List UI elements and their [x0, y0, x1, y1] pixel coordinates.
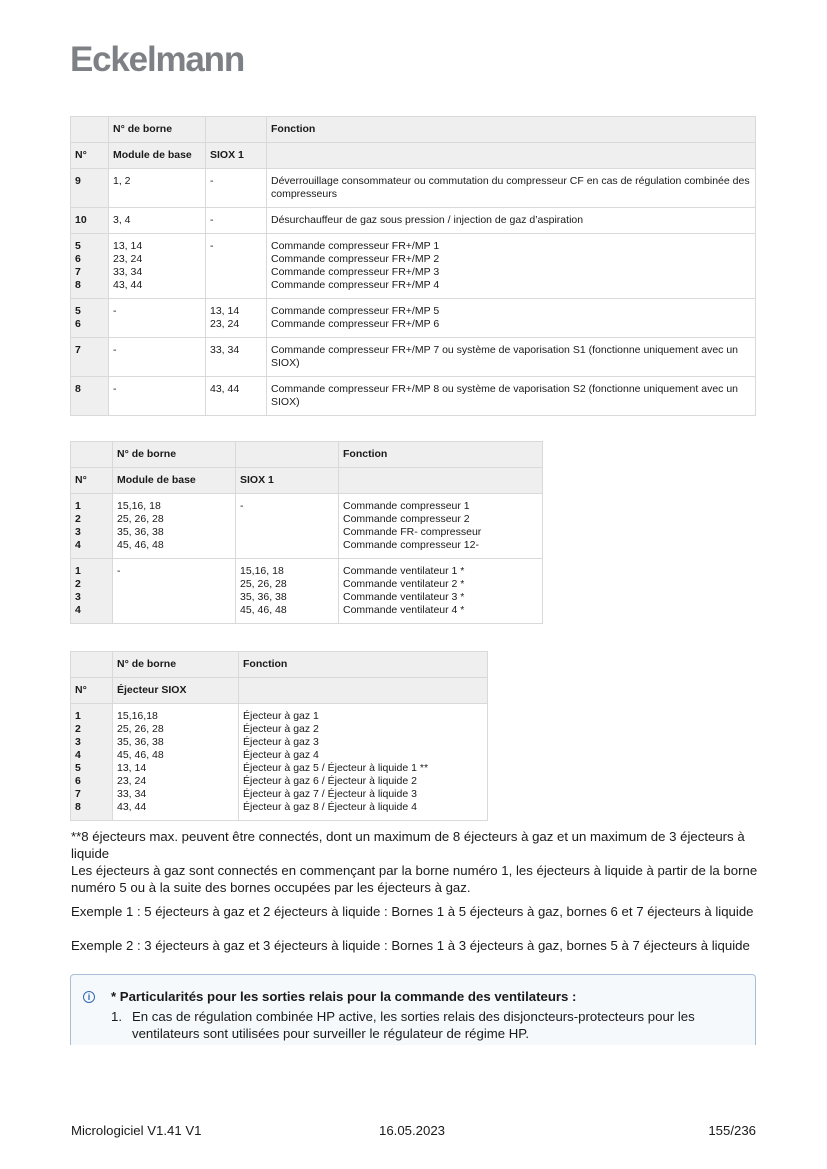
cell-line: 25, 26, 28 — [240, 578, 287, 590]
base-module-cell — [109, 234, 206, 299]
cell-line: Éjecteur à gaz 8 / Éjecteur à liquide 4 — [243, 801, 417, 813]
base-module-cell — [113, 494, 236, 559]
ejector-table — [70, 651, 488, 821]
cell-line: 8 — [75, 383, 81, 395]
row-number-cell — [71, 208, 109, 234]
header-cell: N° de borne — [113, 652, 239, 678]
cell-line: 33, 34 — [117, 788, 147, 800]
cell-line: 13, 14 — [117, 762, 147, 774]
cell-line: 45, 46, 48 — [117, 539, 164, 551]
cell-line: 1 — [75, 565, 81, 577]
table-row — [71, 169, 756, 208]
list-item — [111, 1008, 731, 1042]
header-cell: Module de base — [109, 143, 206, 169]
function-cell — [267, 338, 756, 377]
cell-line: 2 — [75, 578, 81, 590]
table-header-row — [71, 678, 488, 704]
header-cell: SIOX 1 — [236, 468, 339, 494]
cell-line: 23, 24 — [117, 775, 147, 787]
cell-line: 4 — [75, 539, 81, 551]
table-row — [71, 338, 756, 377]
cell-line: Éjecteur à gaz 7 / Éjecteur à liquide 3 — [243, 788, 417, 800]
row-number-cell — [71, 338, 109, 377]
cell-line: 45, 46, 48 — [240, 604, 287, 616]
cell-line: Commande compresseur FR+/MP 4 — [271, 279, 440, 291]
header-cell — [206, 117, 267, 143]
cell-line: Éjecteur à gaz 5 / Éjecteur à liquide 1 ** — [243, 762, 429, 774]
header-cell — [236, 442, 339, 468]
row-number-cell — [71, 299, 109, 338]
cell-line: Éjecteur à gaz 6 / Éjecteur à liquide 2 — [243, 775, 417, 787]
cell-line: 43, 44 — [210, 383, 240, 395]
cell-line: 7 — [75, 266, 81, 278]
cell-line: 5 — [75, 305, 81, 317]
header-cell — [71, 652, 113, 678]
function-cell — [339, 494, 543, 559]
cell-line: 4 — [75, 604, 81, 616]
cell-line: Commande compresseur FR+/MP 1 — [271, 240, 440, 252]
cell-line: - — [113, 305, 117, 317]
header-cell — [267, 143, 756, 169]
base-module-cell — [109, 377, 206, 416]
cell-line: 3 — [75, 526, 81, 538]
table-header-row — [71, 652, 488, 678]
cell-line: 13, 14 — [113, 240, 143, 252]
cell-line: Désurchauffeur de gaz sous pression / injection de gaz d’aspiration — [271, 214, 584, 226]
cell-line: 6 — [75, 253, 81, 265]
header-cell: Éjecteur SIOX — [113, 678, 239, 704]
cell-line: Commande compresseur FR+/MP 7 ou système de vaporisation S1 (fonctionne uniquement avec un SIOX) — [271, 344, 739, 369]
base-module-cell — [109, 338, 206, 377]
cell-line: - — [113, 383, 117, 395]
base-module-cell — [109, 299, 206, 338]
cell-line: - — [117, 565, 121, 577]
base-module-cell — [109, 208, 206, 234]
header-cell: N° — [71, 468, 113, 494]
cell-line: Commande compresseur 1 — [343, 500, 470, 512]
table-row — [71, 559, 543, 624]
row-number-cell — [71, 377, 109, 416]
cell-line: 4 — [75, 749, 81, 761]
table-header-row — [71, 117, 756, 143]
cell-line: - — [210, 214, 214, 226]
footer-page-number: 155/236 — [708, 1123, 756, 1138]
header-cell — [239, 678, 488, 704]
cell-line: - — [113, 344, 117, 356]
cell-line: 6 — [75, 318, 81, 330]
table-row — [71, 494, 543, 559]
example-1-text: Exemple 1 : 5 éjecteurs à gaz et 2 éjecteurs à liquide : Bornes 1 à 5 éjecteurs à gaz, bornes 6 et 7 éjecteurs à liquide — [71, 904, 754, 919]
header-cell — [339, 468, 543, 494]
row-number-cell — [71, 169, 109, 208]
header-cell — [71, 442, 113, 468]
siox-cell — [206, 377, 267, 416]
table-row — [71, 234, 756, 299]
info-icon: i — [83, 991, 95, 1003]
cell-line: Commande compresseur FR+/MP 8 ou système de vaporisation S2 (fonctionne uniquement avec un SIOX) — [271, 383, 739, 408]
cell-line: Commande compresseur FR+/MP 6 — [271, 318, 440, 330]
note-list — [111, 1008, 731, 1042]
row-number-cell — [71, 494, 113, 559]
header-cell: N° — [71, 678, 113, 704]
cell-line: Éjecteur à gaz 1 — [243, 710, 319, 722]
table-header-row — [71, 468, 543, 494]
cell-line: 1 — [75, 710, 81, 722]
siox-cell — [236, 494, 339, 559]
cell-line: 5 — [75, 240, 81, 252]
row-number-cell — [71, 234, 109, 299]
function-cell — [267, 234, 756, 299]
base-module-cell — [109, 169, 206, 208]
cell-line: 9 — [75, 175, 81, 187]
cell-line: Commande compresseur FR+/MP 5 — [271, 305, 440, 317]
example-2-text: Exemple 2 : 3 éjecteurs à gaz et 3 éjecteurs à liquide : Bornes 1 à 3 éjecteurs à gaz, bornes 5 à 7 éjecteurs à liquide — [71, 938, 750, 953]
cell-line: Commande compresseur 2 — [343, 513, 470, 525]
cell-line: Commande ventilateur 4 * — [343, 604, 465, 616]
base-module-cell — [113, 559, 236, 624]
cell-line: Commande compresseur 12- — [343, 539, 479, 551]
relay-table-fans — [70, 441, 543, 624]
function-cell — [267, 377, 756, 416]
header-cell: SIOX 1 — [206, 143, 267, 169]
relay-table-compressors — [70, 116, 756, 416]
cell-line: - — [210, 240, 214, 252]
footer-firmware-version: Micrologiciel V1.41 V1 — [71, 1123, 202, 1138]
header-cell: Fonction — [267, 117, 756, 143]
header-cell: Fonction — [339, 442, 543, 468]
cell-line: Déverrouillage consommateur ou commutation du compresseur CF en cas de régulation combinée des compresseurs — [271, 175, 750, 200]
function-cell — [267, 208, 756, 234]
note-title: * Particularités pour les sorties relais pour la commande des ventilateurs : — [111, 989, 577, 1004]
table-row — [71, 704, 488, 821]
list-item-text: En cas de régulation combinée HP active, les sorties relais des disjoncteurs-protecteurs pour les ventilateurs sont utilisées pour surveiller le régulateur de régime HP. — [132, 1009, 695, 1041]
cell-line: 43, 44 — [117, 801, 147, 813]
cell-line: - — [240, 500, 244, 512]
cell-line: 13, 14 — [210, 305, 240, 317]
table-header-row — [71, 143, 756, 169]
siox-cell — [206, 338, 267, 377]
cell-line: Commande ventilateur 3 * — [343, 591, 465, 603]
siox-cell — [206, 169, 267, 208]
cell-line: 45, 46, 48 — [117, 749, 164, 761]
header-cell: Module de base — [113, 468, 236, 494]
siox-cell — [206, 208, 267, 234]
cell-line: 2 — [75, 723, 81, 735]
function-cell — [267, 299, 756, 338]
ejector-connection-text: Les éjecteurs à gaz sont connectés en commençant par la borne numéro 1, les éjecteurs à liquide à partir de la borne numéro 5 ou à la suite des bornes occupées par les éjecteurs à gaz. — [71, 863, 758, 895]
function-cell — [239, 704, 488, 821]
info-note-panel — [70, 974, 756, 1045]
cell-line: Commande ventilateur 1 * — [343, 565, 465, 577]
table-header-row — [71, 442, 543, 468]
cell-line: Commande compresseur FR+/MP 2 — [271, 253, 440, 265]
header-cell: N° — [71, 143, 109, 169]
cell-line: Éjecteur à gaz 4 — [243, 749, 319, 761]
cell-line: 7 — [75, 788, 81, 800]
function-cell — [267, 169, 756, 208]
header-cell — [71, 117, 109, 143]
cell-line: 7 — [75, 344, 81, 356]
cell-line: 3 — [75, 736, 81, 748]
header-cell: N° de borne — [113, 442, 236, 468]
footer-date: 16.05.2023 — [379, 1123, 446, 1138]
header-cell: N° de borne — [109, 117, 206, 143]
table-row — [71, 208, 756, 234]
cell-line: 35, 36, 38 — [117, 526, 164, 538]
row-number-cell — [71, 704, 113, 821]
cell-line: 33, 34 — [113, 266, 143, 278]
eckelmann-logo: Eckelmann — [70, 40, 245, 79]
ejector-footnote: **8 éjecteurs max. peuvent être connectés, dont un maximum de 8 éjecteurs à gaz et un maximum de 3 éjecteurs à liquide — [71, 829, 745, 861]
cell-line: Commande compresseur FR+/MP 3 — [271, 266, 440, 278]
cell-line: Éjecteur à gaz 2 — [243, 723, 319, 735]
cell-line: 1 — [75, 500, 81, 512]
table-row — [71, 299, 756, 338]
cell-line: 15,16, 18 — [240, 565, 284, 577]
cell-line: 43, 44 — [113, 279, 143, 291]
cell-line: Commande FR- compresseur — [343, 526, 482, 538]
cell-line: 5 — [75, 762, 81, 774]
cell-line: 23, 24 — [113, 253, 143, 265]
cell-line: 35, 36, 38 — [117, 736, 164, 748]
cell-line: 2 — [75, 513, 81, 525]
cell-line: 1, 2 — [113, 175, 131, 187]
list-item-marker: 1. — [111, 1009, 122, 1024]
table-row — [71, 377, 756, 416]
row-number-cell — [71, 559, 113, 624]
cell-line: 35, 36, 38 — [240, 591, 287, 603]
siox-cell — [206, 234, 267, 299]
siox-cell — [206, 299, 267, 338]
cell-line: Commande ventilateur 2 * — [343, 578, 465, 590]
siox-cell — [113, 704, 239, 821]
function-cell — [339, 559, 543, 624]
cell-line: 25, 26, 28 — [117, 723, 164, 735]
siox-cell — [236, 559, 339, 624]
cell-line: 23, 24 — [210, 318, 240, 330]
cell-line: 3 — [75, 591, 81, 603]
cell-line: 15,16,18 — [117, 710, 158, 722]
cell-line: 10 — [75, 214, 87, 226]
cell-line: 15,16, 18 — [117, 500, 161, 512]
cell-line: 3, 4 — [113, 214, 131, 226]
cell-line: 8 — [75, 279, 81, 291]
cell-line: 8 — [75, 801, 81, 813]
cell-line: 33, 34 — [210, 344, 240, 356]
cell-line: Éjecteur à gaz 3 — [243, 736, 319, 748]
cell-line: - — [210, 175, 214, 187]
cell-line: 6 — [75, 775, 81, 787]
cell-line: 25, 26, 28 — [117, 513, 164, 525]
header-cell: Fonction — [239, 652, 488, 678]
